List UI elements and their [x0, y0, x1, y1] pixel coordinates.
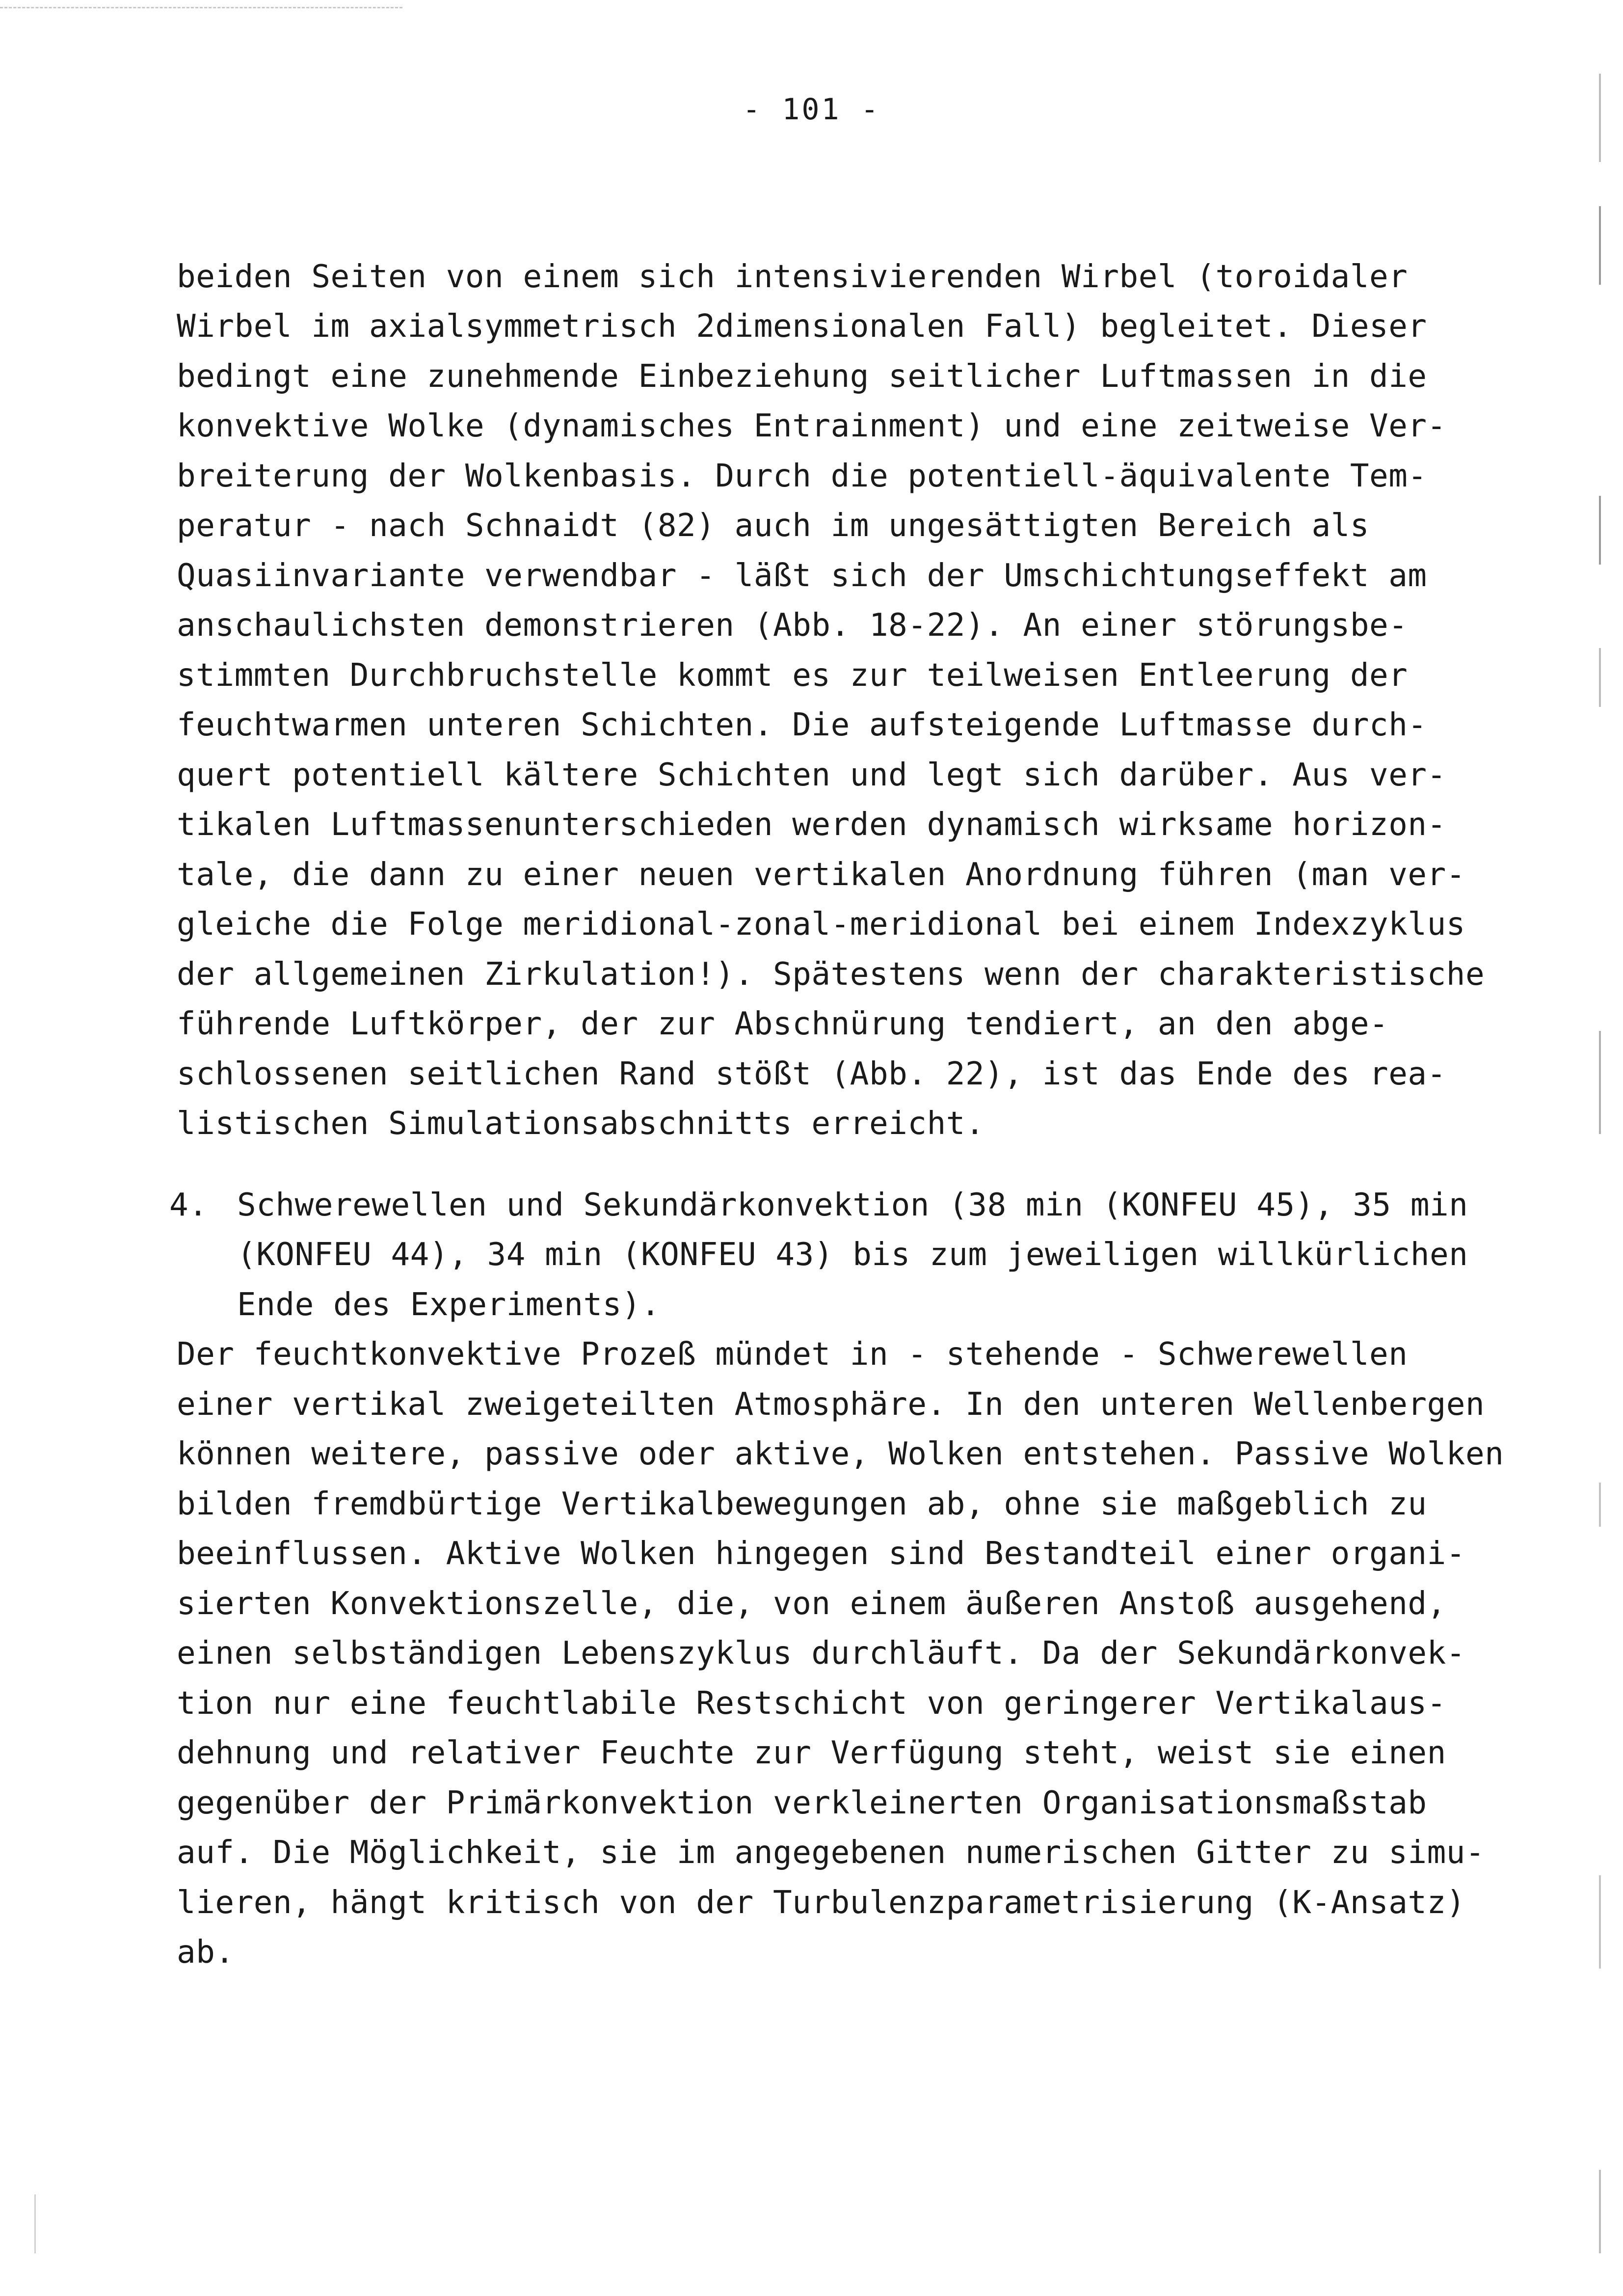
text-line: einen selbständigen Lebenszyklus durchläuft. Da der Sekundärkonvek-	[177, 1635, 1466, 1672]
text-line: dehnung und relativer Feuchte zur Verfügung steht, weist sie einen	[177, 1734, 1446, 1771]
text-line: Quasiinvariante verwendbar - läßt sich der Umschichtungseffekt am	[177, 557, 1427, 594]
text-line: tikalen Luftmassenunterschieden werden dynamisch wirksame horizon-	[177, 806, 1446, 843]
text-line: auf. Die Möglichkeit, sie im angegebenen numerischen Gitter zu simu-	[177, 1834, 1485, 1871]
scan-artifact-edge-line	[1599, 1483, 1601, 1527]
text-line: sierten Konvektionszelle, die, von einem äußeren Anstoß ausgehend,	[177, 1585, 1446, 1622]
text-line: Wirbel im axialsymmetrisch 2dimensionalen Fall) begleitet. Dieser	[177, 308, 1427, 345]
text-line: beiden Seiten von einem sich intensivierenden Wirbel (toroidaler	[177, 258, 1408, 295]
scan-artifact-edge-line	[1599, 206, 1601, 285]
text-line: gleiche die Folge meridional-zonal-meridional bei einem Indexzyklus	[177, 906, 1466, 943]
text-line: beeinflussen. Aktive Wolken hingegen sind Bestandteil einer organi-	[177, 1535, 1466, 1572]
text-line: ab.	[177, 1934, 235, 1971]
text-line: einer vertikal zweigeteilten Atmosphäre. In den unteren Wellenbergen	[177, 1386, 1485, 1423]
text-line: der allgemeinen Zirkulation!). Spätestens wenn der charakteristische	[177, 956, 1485, 993]
page-number: - 101 -	[743, 92, 880, 127]
text-line: listischen Simulationsabschnitts erreicht.	[177, 1105, 985, 1142]
text-line: anschaulichsten demonstrieren (Abb. 18-22). An einer störungsbe-	[177, 607, 1408, 644]
text-line: feuchtwarmen unteren Schichten. Die aufsteigende Luftmasse durch-	[177, 706, 1427, 743]
scan-artifact-edge-line	[1599, 496, 1601, 565]
text-line: bilden fremdbürtige Vertikalbewegungen ab, ohne sie maßgeblich zu	[177, 1486, 1427, 1522]
text-line: stimmten Durchbruchstelle kommt es zur teilweisen Entleerung der	[177, 657, 1408, 694]
text-line: konvektive Wolke (dynamisches Entrainment) und eine zeitweise Ver-	[177, 407, 1446, 444]
text-line: peratur - nach Schnaidt (82) auch im ungesättigten Bereich als	[177, 507, 1370, 544]
scan-artifact-edge-line	[1599, 2170, 1601, 2253]
scan-artifact-edge-line	[1599, 1031, 1601, 1134]
item-heading-line: (KONFEU 44), 34 min (KONFEU 43) bis zum jeweiligen willkürlichen	[237, 1236, 1468, 1273]
text-line: breiterung der Wolkenbasis. Durch die potentiell-äquivalente Tem-	[177, 458, 1427, 494]
text-line: bedingt eine zunehmende Einbeziehung seitlicher Luftmassen in die	[177, 358, 1427, 395]
scan-artifact-top-line	[0, 7, 402, 8]
item-number: 4.	[169, 1187, 208, 1223]
text-line: führende Luftkörper, der zur Abschnürung tendiert, an den abge-	[177, 1005, 1389, 1042]
scan-artifact-left-line	[34, 2194, 36, 2253]
text-line: schlossenen seitlichen Rand stößt (Abb. 22), ist das Ende des rea-	[177, 1055, 1446, 1092]
scan-artifact-edge-line	[1599, 648, 1601, 707]
item-heading-line: Schwerewellen und Sekundärkonvektion (38 min (KONFEU 45), 35 min	[237, 1187, 1468, 1223]
text-line: lieren, hängt kritisch von der Turbulenzparametrisierung (K-Ansatz)	[177, 1884, 1466, 1921]
text-line: tale, die dann zu einer neuen vertikalen Anordnung führen (man ver-	[177, 856, 1466, 893]
text-line: gegenüber der Primärkonvektion verkleinerten Organisationsmaßstab	[177, 1784, 1427, 1821]
scan-artifact-edge-line	[1599, 1875, 1601, 1969]
text-line: können weitere, passive oder aktive, Wolken entstehen. Passive Wolken	[177, 1435, 1504, 1472]
text-line: quert potentiell kältere Schichten und legt sich darüber. Aus ver-	[177, 756, 1446, 793]
item-heading-line: Ende des Experiments).	[237, 1286, 661, 1323]
text-line: Der feuchtkonvektive Prozeß mündet in - stehende - Schwerewellen	[177, 1336, 1408, 1373]
text-line: tion nur eine feuchtlabile Restschicht von geringerer Vertikalaus-	[177, 1685, 1446, 1722]
